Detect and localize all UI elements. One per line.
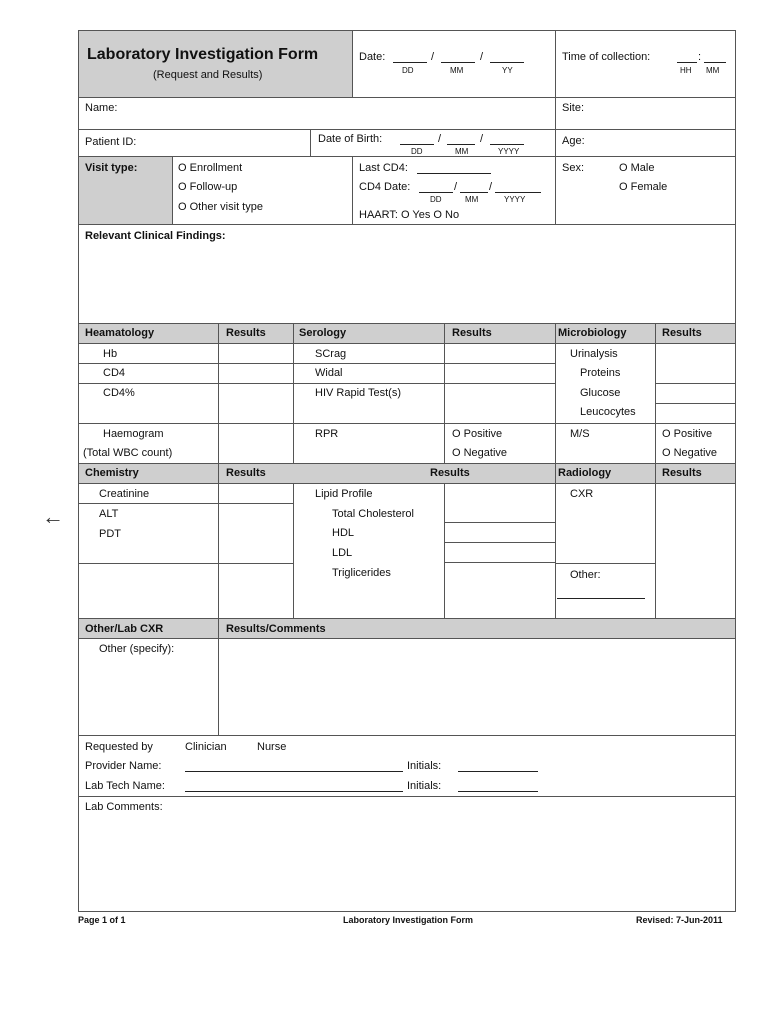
micro-item-proteins: Proteins bbox=[580, 367, 621, 379]
cxr-label: CXR bbox=[570, 488, 594, 500]
lipid-results-header: Results bbox=[430, 467, 470, 479]
microbiology-results-header: Results bbox=[662, 327, 702, 339]
ms-label: M/S bbox=[570, 428, 590, 440]
dob-label: Date of Birth: bbox=[318, 133, 383, 145]
other-specify-label: Other (specify): bbox=[99, 643, 175, 655]
chemistry-results-header: Results bbox=[226, 467, 266, 479]
sex-label: Sex: bbox=[562, 162, 585, 174]
rpr-positive[interactable]: O Positive bbox=[452, 428, 503, 440]
title-box bbox=[79, 31, 352, 97]
footer-form-title: Laboratory Investigation Form bbox=[343, 915, 474, 925]
serology-results-header: Results bbox=[452, 327, 492, 339]
sex-female-option[interactable]: O Female bbox=[619, 181, 668, 193]
lipid-profile-label: Lipid Profile bbox=[315, 488, 373, 500]
visit-option-other[interactable]: O Other visit type bbox=[178, 201, 263, 213]
chemistry-header: Chemistry bbox=[85, 467, 139, 479]
micro-item-leucocytes: Leucocytes bbox=[580, 406, 636, 418]
section2-header bbox=[79, 463, 735, 483]
site-label: Site: bbox=[562, 102, 585, 114]
haem-item-cd4pct: CD4% bbox=[103, 387, 135, 399]
wbc-label: (Total WBC count) bbox=[83, 447, 173, 459]
requested-by-label: Requested by bbox=[85, 741, 153, 753]
other-lab-cxr-header: Other/Lab CXR bbox=[85, 623, 164, 635]
clinician-option[interactable]: Clinician bbox=[185, 741, 227, 753]
ms-positive[interactable]: O Positive bbox=[662, 428, 713, 440]
results-comments-area[interactable] bbox=[219, 639, 735, 734]
chem-item-creatinine: Creatinine bbox=[99, 488, 150, 500]
radiology-header: Radiology bbox=[558, 467, 612, 479]
revised-date: Revised: 7-Jun-2011 bbox=[636, 915, 723, 925]
age-label: Age: bbox=[562, 135, 585, 147]
lipid-item-hdl: HDL bbox=[332, 527, 355, 539]
sero-item-widal: Widal bbox=[315, 367, 343, 379]
haem-item-cd4: CD4 bbox=[103, 367, 126, 379]
radiology-other-label: Other: bbox=[570, 569, 601, 581]
micro-item-glucose: Glucose bbox=[580, 387, 621, 399]
chem-item-alt: ALT bbox=[99, 508, 119, 520]
sex-male-option[interactable]: O Male bbox=[619, 162, 655, 174]
clinical-findings-label: Relevant Clinical Findings: bbox=[85, 230, 226, 242]
rpr-label: RPR bbox=[315, 428, 339, 440]
haematology-results-header: Results bbox=[226, 327, 266, 339]
results-comments-header: Results/Comments bbox=[226, 623, 326, 635]
haart-options[interactable]: HAART: O Yes O No bbox=[359, 209, 460, 221]
lipid-item-total: Total Cholesterol bbox=[332, 508, 414, 520]
page-number: Page 1 of 1 bbox=[78, 915, 126, 925]
haemogram-label: Haemogram bbox=[103, 428, 164, 440]
sero-item-scrag: SCrag bbox=[315, 348, 347, 360]
visit-type-label: Visit type: bbox=[85, 162, 138, 174]
chem-item-pdt: PDT bbox=[99, 528, 121, 540]
ms-negative[interactable]: O Negative bbox=[662, 447, 718, 459]
lab-comments-label: Lab Comments: bbox=[85, 801, 163, 813]
radiology-other-line[interactable] bbox=[557, 598, 645, 599]
section1-header bbox=[79, 323, 735, 343]
haem-item-hb: Hb bbox=[103, 348, 118, 360]
name-label: Name: bbox=[85, 102, 118, 114]
lab-comments-area[interactable] bbox=[79, 816, 735, 911]
clinical-findings-area[interactable] bbox=[79, 246, 735, 322]
radiology-results-header: Results bbox=[662, 467, 702, 479]
section3-header bbox=[79, 618, 735, 638]
form-subtitle: (Request and Results) bbox=[153, 69, 263, 81]
date-label: Date: bbox=[359, 51, 386, 63]
rpr-negative[interactable]: O Negative bbox=[452, 447, 508, 459]
microbiology-header: Microbiology bbox=[558, 327, 627, 339]
time-label: Time of collection: bbox=[562, 51, 651, 63]
micro-item-urinalysis: Urinalysis bbox=[570, 348, 618, 360]
sero-item-hiv: HIV Rapid Test(s) bbox=[315, 387, 401, 399]
visit-option-enrollment[interactable]: O Enrollment bbox=[178, 162, 243, 174]
visit-option-followup[interactable]: O Follow-up bbox=[178, 181, 238, 193]
nurse-option[interactable]: Nurse bbox=[257, 741, 287, 753]
serology-header: Serology bbox=[299, 327, 347, 339]
lipid-item-trig: Triglicerides bbox=[332, 567, 391, 579]
lipid-item-ldl: LDL bbox=[332, 547, 353, 559]
patient-id-label: Patient ID: bbox=[85, 136, 137, 148]
margin-arrow: ← bbox=[42, 504, 64, 529]
form-title: Laboratory Investigation Form bbox=[87, 46, 319, 63]
haematology-header: Heamatology bbox=[85, 327, 155, 339]
